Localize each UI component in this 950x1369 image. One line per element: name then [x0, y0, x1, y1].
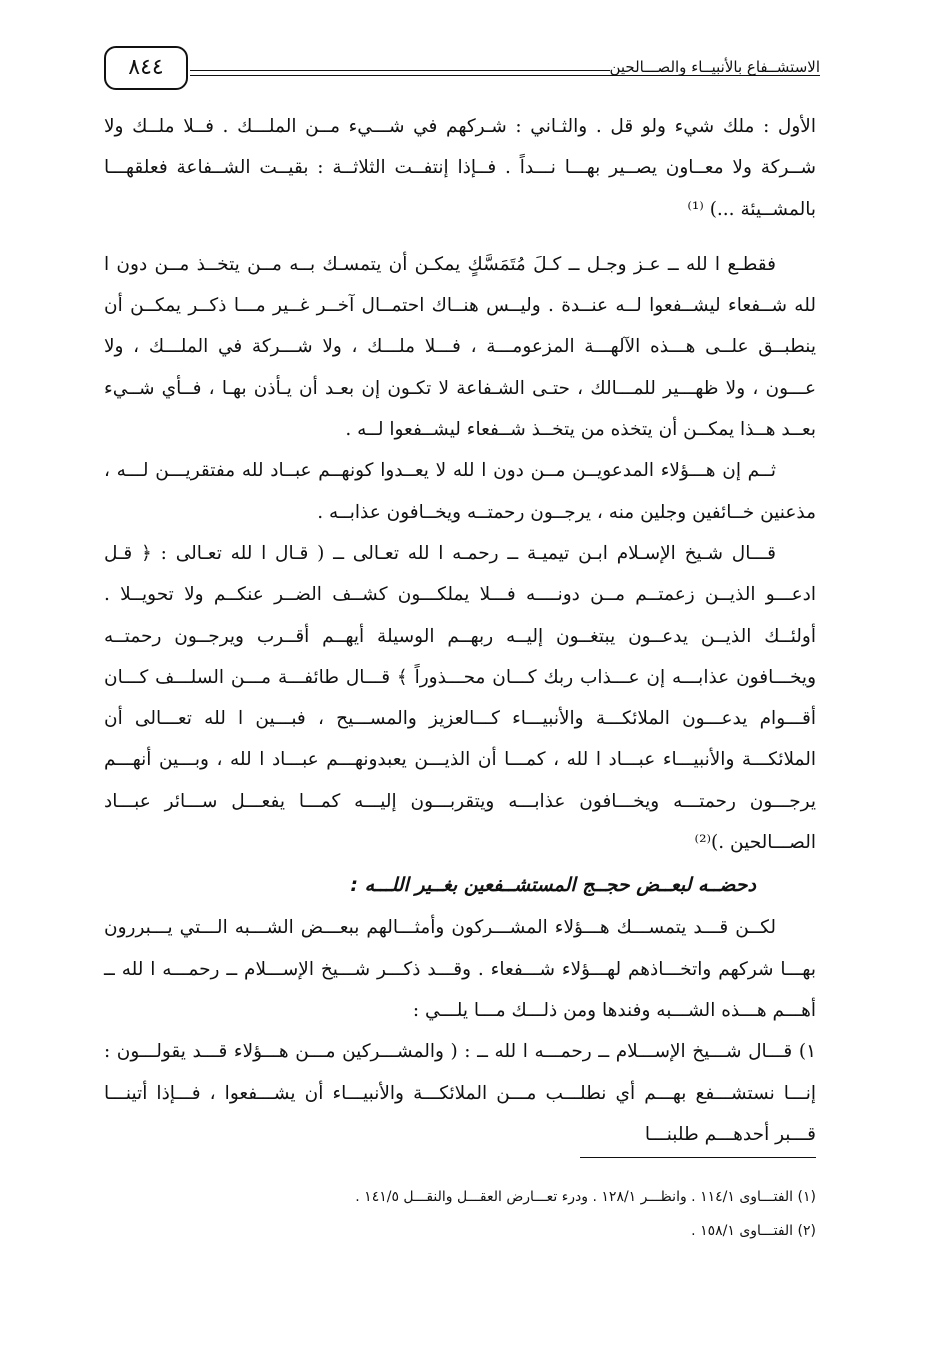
- footnotes: [200, 1180, 816, 1248]
- footnote-2: (٢) الفتـــاوى ١٥٨/١ .: [691, 1223, 816, 1239]
- paragraph-2: فقطـع ا لله ــ عـز وجـل ــ كـلَ مُتَمَسَّكٍ يمكـن أن يتمسـك بــه مــن يتخــذ مــن دون ا لله شــفعاء ليشــفعوا لــه عنــدة . وليــس هنــاك احتمــال آخــر غــير مـــا ذكــر يمكــن أن ينطبــق علــى هـــذه الآلهـــة المزعومـــة ، فـــلا ملـــك ، ولا شـــركة في الملـــك ، ولا عـــون ، ولا ظهـــير للمـــالك ، حتـى الشـفاعة لا تكـون إن بعـد أن يـأذن بهـا ، فــأي شــيء بعــد هــذا يمكــن أن يتخذه من يتخــذ شــفعاء ليشــفعوا لــه .: [104, 253, 816, 441]
- paragraph-4: قـــال شـيخ الإسـلام ابـن تيميـة ــ رحمـه ا لله تعـالى ــ ( قـال ا لله تعـالى : ﴿ قـل ادعـــو الذيــن زعمتــم مــن دونــــه فـــلا يملكـــون كشــف الضــر عنكــم ولا تحويــلا . أولئــك الذيــن يدعــون يبتغــون إليــه ربهــم الوسيلة أيهــم أقــرب ويرجــون رحمتــه ويخـــافون عذابـــه إن عـــذاب ربك كـــان محـــذوراً ﴾ قـــال طائفـــة مـــن السلـــف كـــان أقـــوام يدعـــون الملائكـــة والأنبيـــاء كـــالعزيز والمســـيح ، فبـــين ا لله تعـــالى أن الملائكـــة والأنبيـــاء عبـــاد ا لله ، كمـــا أن الذيـــن يعبدونهـــم عبـــاد ا لله ، وبـــين أنهـــم يرجـــون رحمتـــه ويخـــافون عذابـــه ويتقربـــون إليـــه كمـــا يفعـــل ســـائر عبـــاد الصـــالحين .)⁽²⁾: [104, 542, 816, 854]
- main-text: [104, 106, 816, 1155]
- running-header: [104, 46, 820, 92]
- footnote-1: (١) الفتـــاوى ١١٤/١ . وانظـــر ١٢٨/١ . ودرء تعـــارض العقـــل والنقـــل ١٤١/٥ .: [355, 1189, 816, 1205]
- footnote-separator: [580, 1157, 816, 1158]
- paragraph-3: ثــم إن هـــؤلاء المدعويــن مــن دون ا لله لا يعــدوا كونهــم عبــاد لله مفتقريـــن لـــه ، مذعنين خــائفين وجلين منه ، يرجــون رحمتــه ويخــافون عذابــه .: [104, 460, 816, 523]
- running-title: الاستشــفاع بالأنبيــاء والصـــالحين: [609, 58, 820, 76]
- section-heading: دحضــه لبعــض حجــج المستشــفعين بغــير اللـــه :: [350, 874, 756, 897]
- header-rule-upper: [190, 70, 610, 71]
- paragraph-1: الأول : ملك شيء ولو قل . والثـاني : شـركهم في شـــيء مــن الملـــك . فــلا ملــك ولا شــركة ولا معــاون يصــير بهـــا نـــداً . فــإذا إنتفــت الثلاثــة : بقيــت الشــفاعة فعلقهـــا بالمشــيئة ...) ⁽¹⁾: [104, 116, 816, 220]
- paragraph-5: لكــن قـــد يتمســـك هـــؤلاء المشـــركون وأمثـــالهم ببعـــض الشـــبه الـــتي يـــبررون بهـــا شركهم واتخـــاذهم لهـــؤلاء شـــفعاء . وقـــد ذكـــر شـــيخ الإســـلام ــ رحمـــه ا لله ــ أهـــم هـــذه الشـــبه وفندها ومن ذلـــك مـــا يلـــي :: [104, 917, 816, 1021]
- paragraph-6: ١) قـــال شـــيخ الإســـلام ــ رحمـــه ا لله ــ : ( والمشـــركين مـــن هـــؤلاء قـــد يقولـــون : إنـــا نستشـــفع بهـــم أي نطلـــب مـــن الملائكـــة والأنبيـــاء أن يشـــفعوا ، فـــإذا أتينـــا قـــبر أحدهـــم طلبنـــا: [104, 1041, 816, 1145]
- page-number-box: ٨٤٤: [104, 46, 188, 90]
